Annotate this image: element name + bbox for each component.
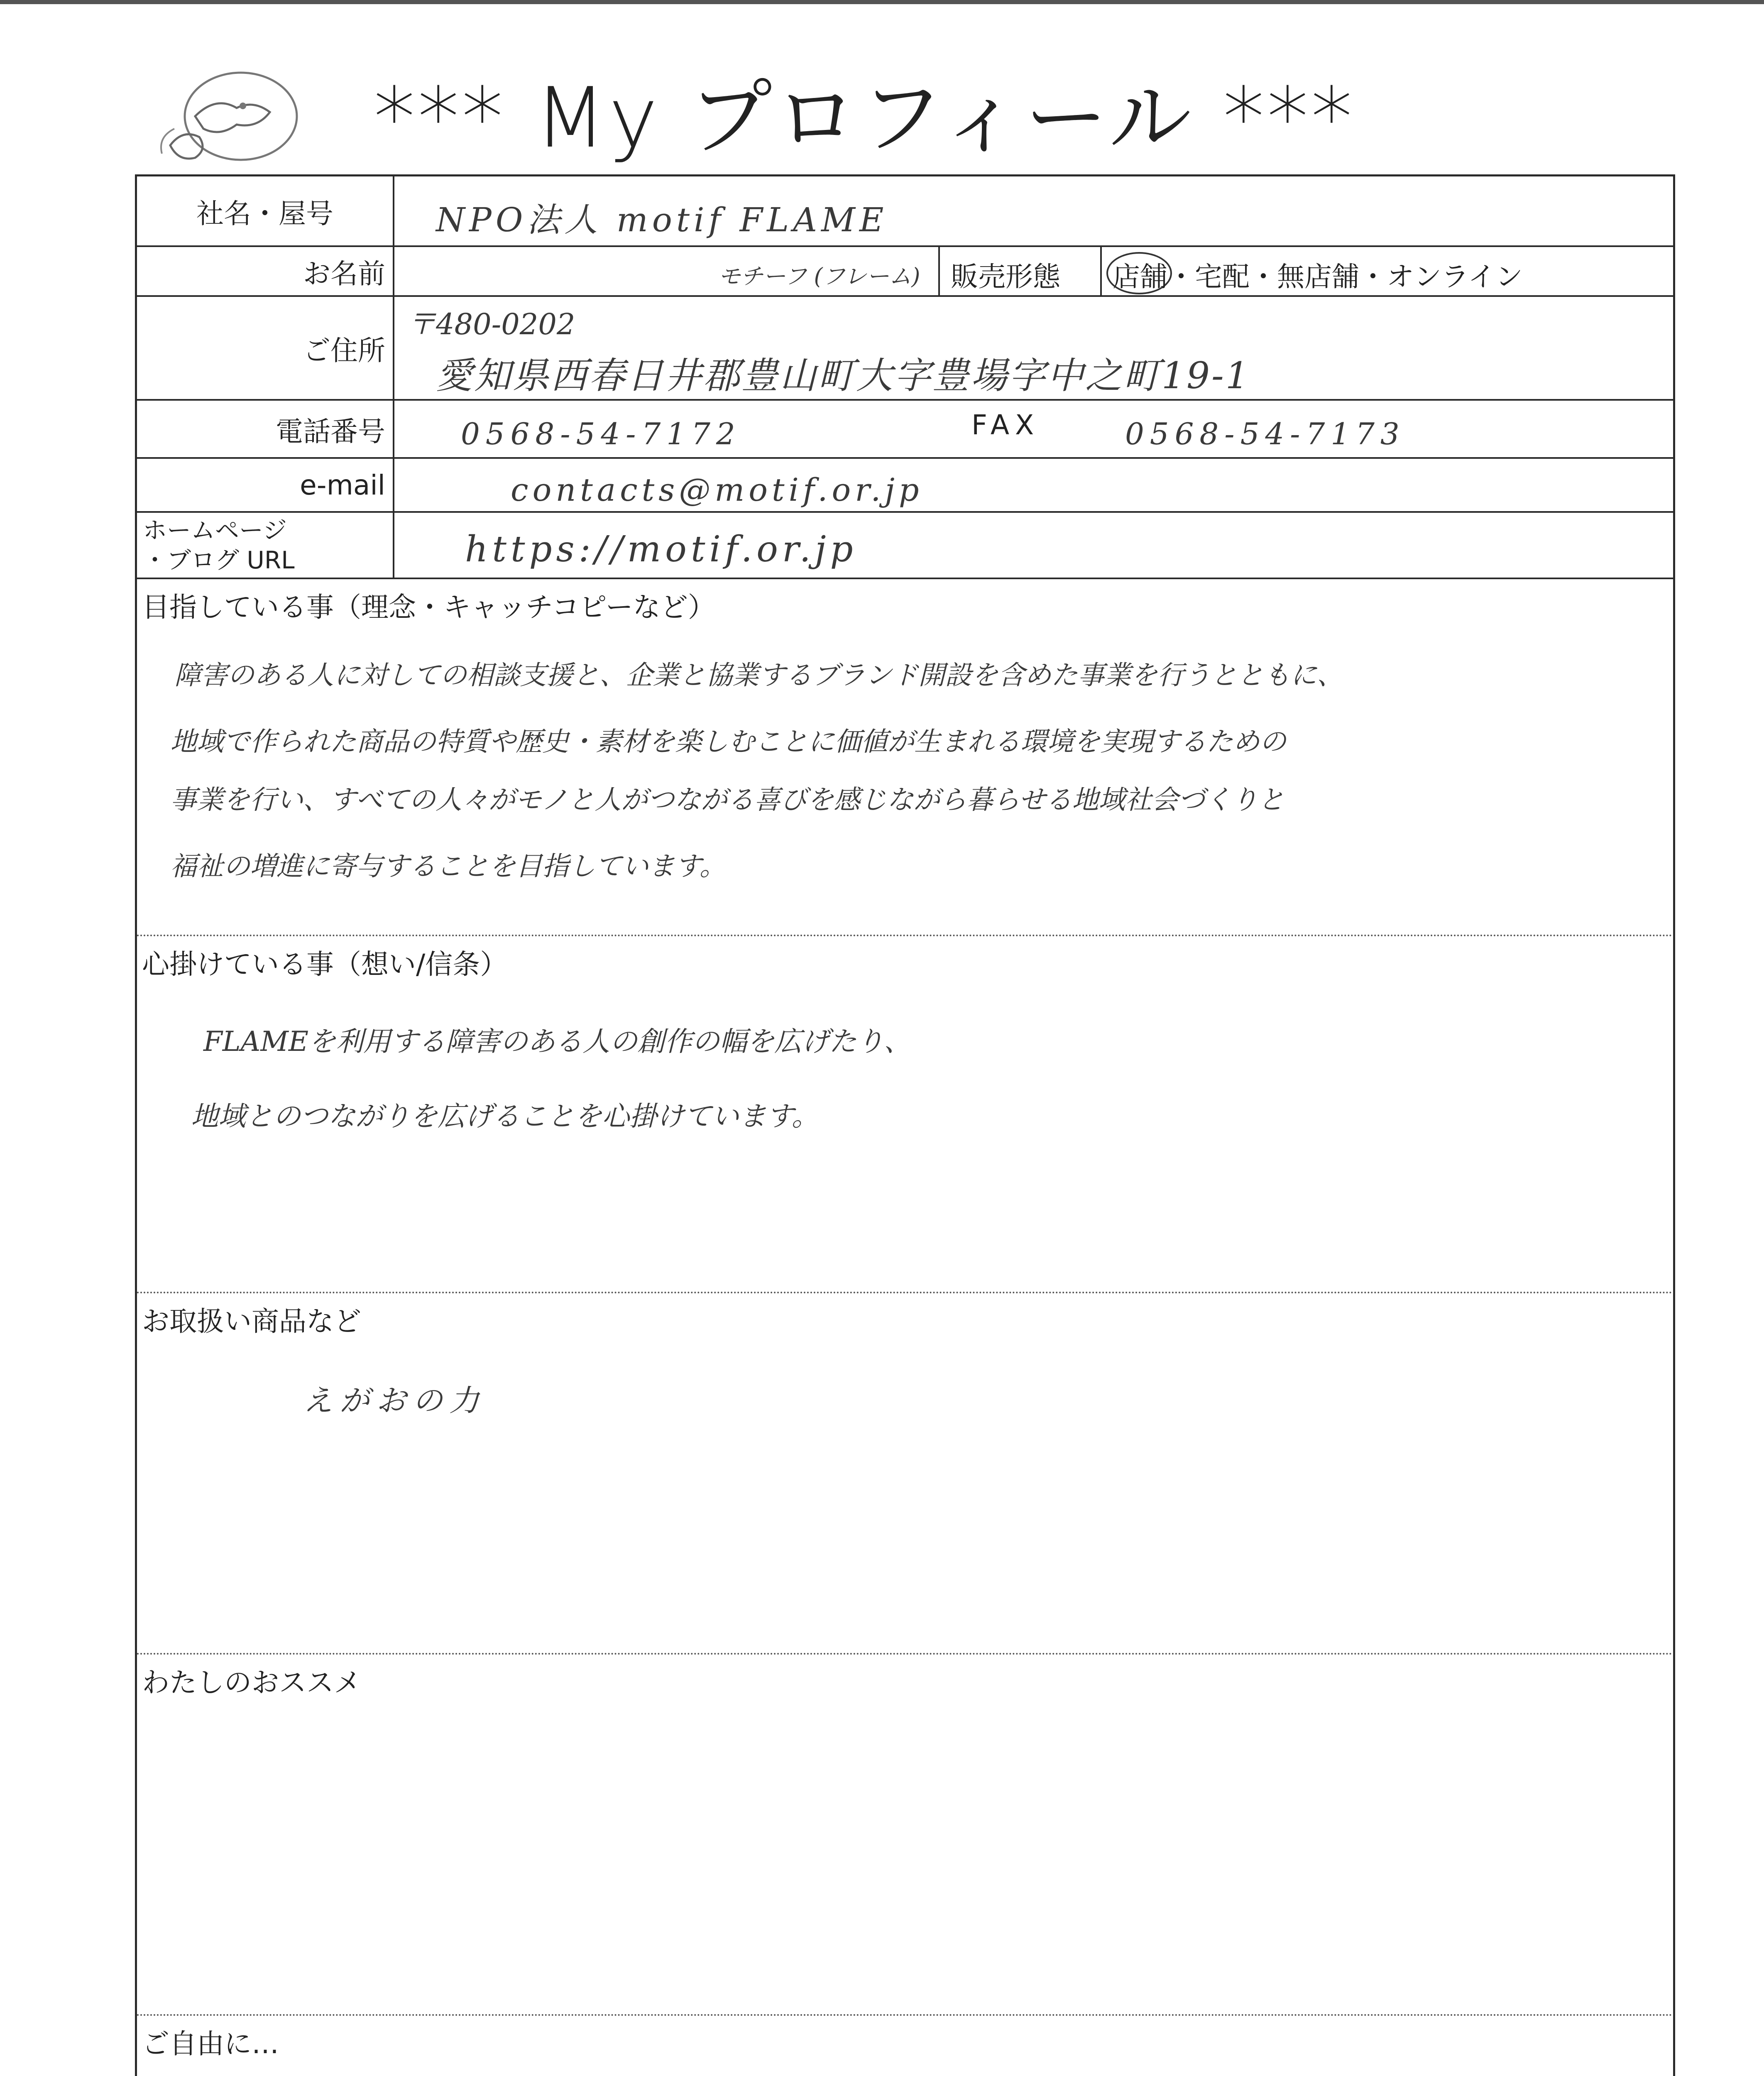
- sales-form-label: 販売形態: [951, 261, 1060, 293]
- free-title: ご自由に…: [142, 2028, 279, 2060]
- products-line-1: えがおの力: [303, 1383, 486, 1418]
- aim-section: [137, 579, 1673, 936]
- email-value: contacts@motif.or.jp: [511, 471, 923, 508]
- company-label: 社名・屋号: [137, 176, 394, 245]
- phone-label: 電話番号: [137, 401, 394, 457]
- homepage-label-line1: ホームページ: [143, 516, 287, 544]
- homepage-label: [137, 513, 394, 578]
- company-row: [137, 176, 1673, 247]
- aim-line-3: 事業を行い、すべての人々がモノと人がつながる喜びを感じながら暮らせる地域社会づくりと: [170, 785, 1285, 815]
- globe-bird-logo-icon: [154, 66, 303, 170]
- name-divider-2: [1100, 247, 1102, 295]
- homepage-value: https://motif.or.jp: [465, 529, 857, 570]
- mindset-section: [137, 936, 1673, 1293]
- homepage-row: [137, 513, 1673, 579]
- fax-value: 0568-54-7173: [1125, 416, 1405, 451]
- aim-line-1: 障害のある人に対しての相談支援と、企業と協業するブランド開設を含めた事業を行うとともに、: [174, 660, 1343, 691]
- aim-title: 目指している事（理念・キャッチコピーなど）: [142, 591, 715, 623]
- mindset-title: 心掛けている事（想い/信条）: [142, 948, 508, 980]
- aim-line-4: 福祉の増進に寄与することを目指しています。: [170, 851, 726, 882]
- address-row: [137, 297, 1673, 401]
- name-row: [137, 247, 1673, 297]
- address-value: 愛知県西春日井郡豊山町大字豊場字中之町19-1: [436, 354, 1250, 397]
- products-section: [137, 1293, 1673, 1655]
- name-value: モチーフ (フレーム): [718, 263, 920, 289]
- company-value: NPO法人 motif FLAME: [436, 201, 888, 239]
- mindset-line-1: FLAMEを利用する障害のある人の創作の幅を広げたり、: [203, 1026, 912, 1058]
- postal-code: 〒480-0202: [407, 307, 575, 341]
- name-divider-1: [938, 247, 940, 295]
- email-row: [137, 459, 1673, 513]
- scan-edge: [0, 0, 1764, 4]
- homepage-label-line2: ・ブログ URL: [143, 546, 295, 574]
- profile-form: [135, 174, 1675, 2076]
- aim-line-2: 地域で作られた商品の特質や歴史・素材を楽しむことに価値が生まれる環境を実現するための: [170, 727, 1286, 757]
- sales-form-options: 店舗・宅配・無店舗・オンライン: [1113, 261, 1523, 293]
- phone-row: [137, 401, 1673, 459]
- free-section: [137, 2016, 1673, 2076]
- recommend-title: わたしのおススメ: [142, 1667, 361, 1699]
- phone-value: 0568-54-7172: [461, 416, 741, 451]
- address-label: ご住所: [137, 297, 394, 399]
- name-label: お名前: [137, 247, 394, 295]
- fax-label: FAX: [971, 409, 1040, 441]
- recommend-section: [137, 1655, 1673, 2016]
- page-title: *** My プロフィール ***: [374, 70, 1355, 166]
- products-title: お取扱い商品など: [142, 1305, 361, 1337]
- mindset-line-2: 地域とのつながりを広げることを心掛けています。: [191, 1100, 819, 1132]
- faint-watermark: [1445, 104, 1661, 149]
- email-label: e-mail: [137, 459, 394, 511]
